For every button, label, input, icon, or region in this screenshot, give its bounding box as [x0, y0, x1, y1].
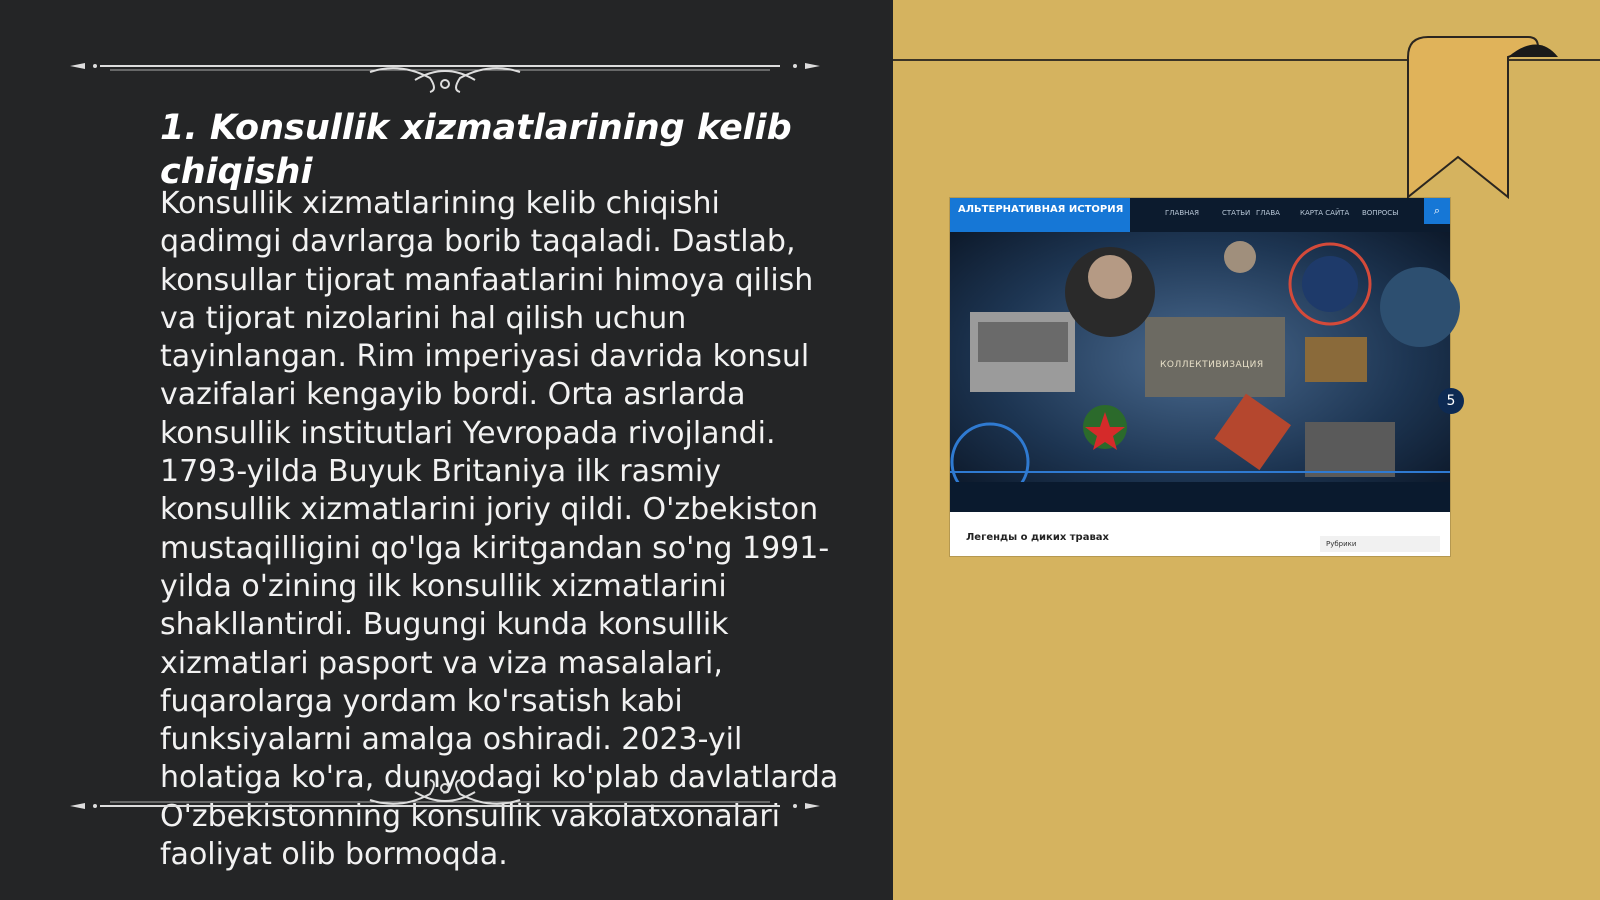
website-menu-item: КАРТА САЙТА — [1300, 209, 1350, 217]
website-menu-item: ВОПРОСЫ — [1362, 209, 1399, 217]
bottom-flourish-ornament — [60, 780, 830, 830]
website-screenshot-image — [950, 198, 1456, 556]
slide-right-panel — [893, 0, 1600, 900]
article-heading: Легенды о диких травах — [966, 532, 1109, 543]
website-content-strip — [950, 512, 1450, 556]
rubrics-box: Рубрики — [1320, 536, 1440, 552]
website-menu-item: ГЛАВНАЯ — [1165, 209, 1200, 217]
bookmark-ribbon-icon — [1408, 37, 1538, 197]
slide-title: 1. Konsullik xizmatlarining kelib chiqishi — [160, 108, 792, 192]
slide-body-text: Konsullik xizmatlarining kelib chiqishi qadimgi davrlarga borib taqaladi. Dastlab, konsullar tijorat manfaatlarini himoya qilish va tijorat nizolarini hal qilish uchun tayinlangan. Rim imperiyasi davrida konsul vazifalari kengayib bordi. Orta asrlarda konsullik institutlari Yevropada rivojlandi. 1793-yilda Buyuk Britaniya ilk rasmiy konsullik xizmatlarini joriy qildi. O'zbekiston mustaqilligini qo'lga kiritgandan so'ng 1991-yilda o'zining ilk konsullik xizmatlarini shakllantirdi. Bugungi kunda konsullik xizmatlari pasport va viza masalalari, fuqarolarga yordam ko'rsatish kabi funksiyalarni amalga oshiradi. 2023-yil holatiga ko'ra, dunyodagi ko'plab davlatlarda O'zbekistonning konsullik vakolatxonalari faoliyat olib bormoqda. — [160, 186, 839, 873]
hero-caption: КОЛЛЕКТИВИЗАЦИЯ — [1160, 360, 1264, 370]
hero-badge: 5 — [1438, 388, 1464, 414]
website-menu-item: ГЛАВА — [1256, 209, 1280, 217]
website-logo: АЛЬТЕРНАТИВНАЯ ИСТОРИЯ — [950, 198, 1130, 232]
website-hero-collage — [950, 232, 1450, 512]
top-flourish-ornament — [60, 42, 830, 92]
website-nav-bar — [950, 198, 1450, 232]
website-menu-item: СТАТЬИ — [1222, 209, 1251, 217]
search-icon: ⌕ — [1424, 198, 1450, 224]
